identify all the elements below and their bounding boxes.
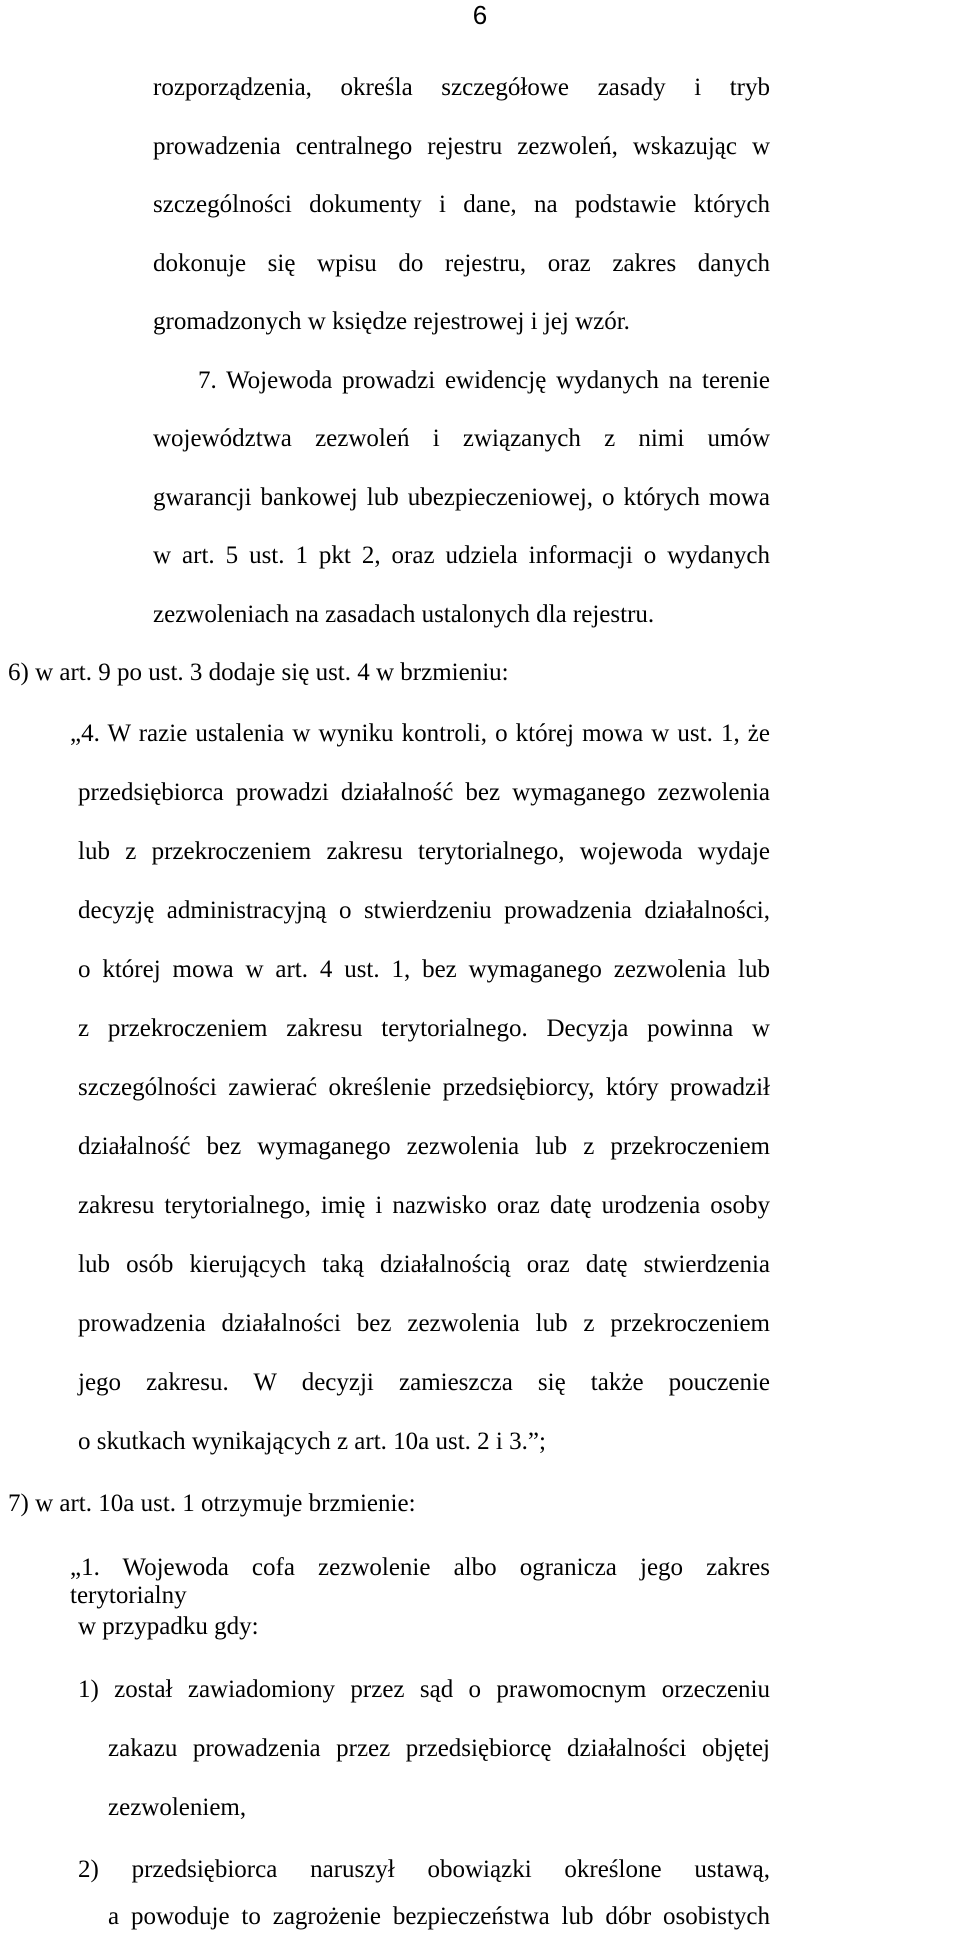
text-line: szczególności dokumenty i dane, na podstawie których [153,191,770,218]
text-line: a powoduje to zagrożenie bezpieczeństwa lub dóbr osobistych [108,1903,770,1930]
text-line: lub osób kierujących taką działalnością oraz datę stwierdzenia [78,1251,770,1278]
text-line: o skutkach wynikających z art. 10a ust. 2 i 3.”; [78,1428,546,1455]
list-item-heading: 7) w art. 10a ust. 1 otrzymuje brzmienie: [8,1490,416,1517]
text-line: „1. Wojewoda cofa zezwolenie albo ogranicza jego zakres terytorialny [70,1554,770,1609]
page-number: 6 [472,0,488,30]
text-line: z przekroczeniem zakresu terytorialnego. Decyzja powinna w [78,1015,770,1042]
text-line: gromadzonych w księdze rejestrowej i jej wzór. [153,308,630,335]
text-line: zezwoleniach na zasadach ustalonych dla rejestru. [153,601,655,628]
text-line: dokonuje się wpisu do rejestru, oraz zakres danych [153,250,770,277]
text-line: o której mowa w art. 4 ust. 1, bez wymaganego zezwolenia lub [78,956,770,983]
list-item-heading: 6) w art. 9 po ust. 3 dodaje się ust. 4 w brzmieniu: [8,659,509,686]
text-line: „4. W razie ustalenia w wyniku kontroli, o której mowa w ust. 1, że [70,720,770,747]
text-line: w przypadku gdy: [78,1613,259,1640]
list-item: 2) przedsiębiorca naruszył obowiązki określone ustawą, [78,1856,770,1883]
text-line: decyzję administracyjną o stwierdzeniu prowadzenia działalności, [78,897,770,924]
text-line: w art. 5 ust. 1 pkt 2, oraz udziela informacji o wydanych [153,542,770,569]
text-line: województwa zezwoleń i związanych z nimi umów [153,425,770,452]
text-line: prowadzenia centralnego rejestru zezwoleń, wskazując w [153,133,770,160]
text-line: 7. Wojewoda prowadzi ewidencję wydanych na terenie [198,367,770,394]
text-line: rozporządzenia, określa szczegółowe zasady i tryb [153,74,770,101]
text-line: zezwoleniem, [108,1794,247,1821]
text-line: gwarancji bankowej lub ubezpieczeniowej, o których mowa [153,484,770,511]
text-line: szczególności zawierać określenie przedsiębiorcy, który prowadził [78,1074,770,1101]
text-line: lub z przekroczeniem zakresu terytorialnego, wojewoda wydaje [78,838,770,865]
list-item: 1) został zawiadomiony przez sąd o prawomocnym orzeczeniu [78,1676,770,1703]
text-line: zakazu prowadzenia przez przedsiębiorcę działalności objętej [108,1735,770,1762]
text-line: przedsiębiorca prowadzi działalność bez wymaganego zezwolenia [78,779,770,806]
text-line: prowadzenia działalności bez zezwolenia lub z przekroczeniem [78,1310,770,1337]
text-line: działalność bez wymaganego zezwolenia lub z przekroczeniem [78,1133,770,1160]
text-line: jego zakresu. W decyzji zamieszcza się także pouczenie [78,1369,770,1396]
text-line: zakresu terytorialnego, imię i nazwisko oraz datę urodzenia osoby [78,1192,770,1219]
